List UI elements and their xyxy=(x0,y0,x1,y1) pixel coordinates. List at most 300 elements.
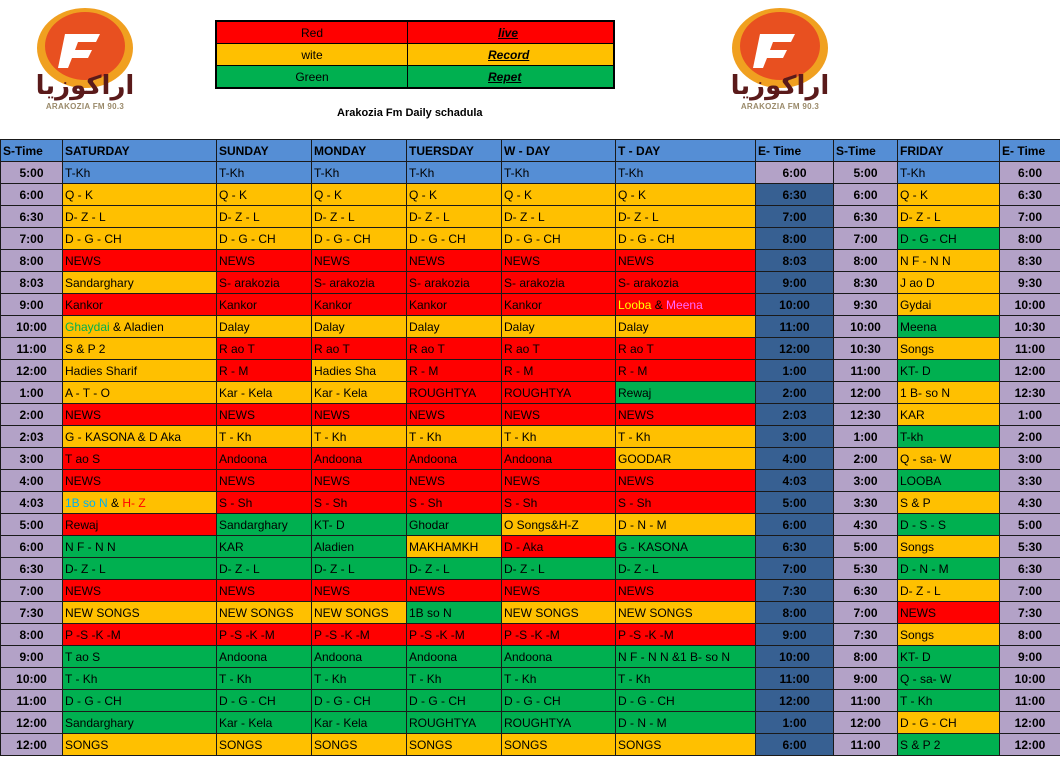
program-cell: D - S - S xyxy=(898,514,1000,536)
time-cell: 1:00 xyxy=(756,712,834,734)
program-cell: Andoona xyxy=(312,646,407,668)
program-cell: ROUGHTYA xyxy=(407,712,502,734)
time-cell: 4:03 xyxy=(756,470,834,492)
program-cell: NEWS xyxy=(898,602,1000,624)
program-cell: D- Z - L xyxy=(217,206,312,228)
program-cell: NEWS xyxy=(63,250,217,272)
program-cell: Q - K xyxy=(63,184,217,206)
schedule-row xyxy=(1,162,1060,184)
schedule-row xyxy=(1,646,1060,668)
program-cell: Kar - Kela xyxy=(217,382,312,404)
program-cell: S- arakozia xyxy=(502,272,616,294)
program-cell: P -S -K -M xyxy=(616,624,756,646)
program-cell: P -S -K -M xyxy=(407,624,502,646)
program-cell: SONGS xyxy=(63,734,217,756)
program-cell: NEWS xyxy=(616,404,756,426)
time-cell: 6:30 xyxy=(756,536,834,558)
program-cell: KT- D xyxy=(898,360,1000,382)
time-cell: 8:00 xyxy=(1000,624,1060,646)
program-cell: S - Sh xyxy=(312,492,407,514)
schedule-row xyxy=(1,470,1060,492)
time-cell: 8:00 xyxy=(1,624,63,646)
time-cell: 4:00 xyxy=(1,470,63,492)
program-cell: S - Sh xyxy=(217,492,312,514)
column-header: T - DAY xyxy=(616,140,756,162)
program-cell: D- Z - L xyxy=(312,558,407,580)
time-cell: 7:00 xyxy=(756,206,834,228)
legend-color-name: wite xyxy=(216,44,408,66)
program-cell: 1B so N xyxy=(407,602,502,624)
time-cell: 5:00 xyxy=(756,492,834,514)
time-cell: 12:00 xyxy=(1000,734,1060,756)
program-cell: D- Z - L xyxy=(217,558,312,580)
program-cell: T - Kh xyxy=(217,668,312,690)
time-cell: 1:00 xyxy=(834,426,898,448)
schedule-row xyxy=(1,580,1060,602)
program-cell: D - N - M xyxy=(898,558,1000,580)
time-cell: 7:00 xyxy=(1000,206,1060,228)
time-cell: 9:00 xyxy=(1000,646,1060,668)
legend-row-red xyxy=(216,21,614,44)
time-cell: 12:00 xyxy=(834,382,898,404)
program-cell: T - Kh xyxy=(502,426,616,448)
column-header: FRIDAY xyxy=(898,140,1000,162)
program-cell: R ao T xyxy=(616,338,756,360)
time-cell: 2:03 xyxy=(756,404,834,426)
time-cell: 9:00 xyxy=(834,668,898,690)
program-cell: D- Z - L xyxy=(898,580,1000,602)
program-cell: Andoona xyxy=(407,646,502,668)
program-cell: T - Kh xyxy=(898,690,1000,712)
schedule-row xyxy=(1,624,1060,646)
time-cell: 7:00 xyxy=(1000,580,1060,602)
program-cell: Kankor xyxy=(407,294,502,316)
program-cell: D- Z - L xyxy=(616,206,756,228)
time-cell: 12:00 xyxy=(1,360,63,382)
program-cell: Sandarghary xyxy=(63,272,217,294)
program-cell: NEWS xyxy=(217,404,312,426)
column-header: S-Time xyxy=(834,140,898,162)
program-cell: D- Z - L xyxy=(312,206,407,228)
program-cell: S - Sh xyxy=(616,492,756,514)
program-cell: R ao T xyxy=(407,338,502,360)
time-cell: 10:30 xyxy=(1000,316,1060,338)
program-cell: SONGS xyxy=(407,734,502,756)
program-cell: T-Kh xyxy=(407,162,502,184)
schedule-row xyxy=(1,184,1060,206)
time-cell: 1:00 xyxy=(1,382,63,404)
program-cell: S- arakozia xyxy=(616,272,756,294)
program-cell: G - KASONA & D Aka xyxy=(63,426,217,448)
time-cell: 8:00 xyxy=(834,646,898,668)
program-cell: NEWS xyxy=(407,580,502,602)
program-cell: T - Kh xyxy=(63,668,217,690)
schedule-row xyxy=(1,448,1060,470)
program-cell: T - Kh xyxy=(407,426,502,448)
schedule-row xyxy=(1,404,1060,426)
program-cell: T-Kh xyxy=(616,162,756,184)
program-cell: Q - K xyxy=(217,184,312,206)
program-cell: NEWS xyxy=(217,580,312,602)
program-cell: NEWS xyxy=(312,580,407,602)
time-cell: 12:00 xyxy=(1,712,63,734)
program-cell: Q - K xyxy=(312,184,407,206)
program-cell: Kar - Kela xyxy=(312,382,407,404)
program-cell xyxy=(63,316,217,338)
program-cell: Andoona xyxy=(407,448,502,470)
legend-row-green xyxy=(216,66,614,89)
color-legend xyxy=(215,20,615,89)
schedule-row xyxy=(1,514,1060,536)
program-cell: NEWS xyxy=(616,470,756,492)
schedule-row xyxy=(1,690,1060,712)
time-cell: 12:00 xyxy=(756,338,834,360)
program-cell: MAKHAMKH xyxy=(407,536,502,558)
time-cell: 10:00 xyxy=(1,668,63,690)
program-cell: Q - sa- W xyxy=(898,448,1000,470)
time-cell: 7:00 xyxy=(756,558,834,580)
program-cell: Q - sa- W xyxy=(898,668,1000,690)
program-cell: D - G - CH xyxy=(898,228,1000,250)
time-cell: 1:00 xyxy=(1000,404,1060,426)
time-cell: 12:00 xyxy=(834,712,898,734)
time-cell: 8:00 xyxy=(1,250,63,272)
program-cell: NEWS xyxy=(63,470,217,492)
time-cell: 6:30 xyxy=(1000,184,1060,206)
time-cell: 2:03 xyxy=(1,426,63,448)
program-cell: Rewaj xyxy=(63,514,217,536)
time-cell: 5:30 xyxy=(1000,536,1060,558)
schedule-row xyxy=(1,316,1060,338)
program-cell: GOODAR xyxy=(616,448,756,470)
program-cell: NEWS xyxy=(312,470,407,492)
program-cell: KT- D xyxy=(312,514,407,536)
schedule-title: Arakozia Fm Daily schadula xyxy=(337,107,483,119)
time-cell: 10:00 xyxy=(1000,294,1060,316)
program-cell: J ao D xyxy=(898,272,1000,294)
time-cell: 8:03 xyxy=(756,250,834,272)
program-cell: T-kh xyxy=(898,426,1000,448)
column-header: E- Time xyxy=(1000,140,1060,162)
program-cell: Q - K xyxy=(616,184,756,206)
program-cell: D- Z - L xyxy=(502,206,616,228)
time-cell: 5:00 xyxy=(1,514,63,536)
time-cell: 2:00 xyxy=(1,404,63,426)
time-cell: 7:00 xyxy=(834,602,898,624)
schedule-row xyxy=(1,206,1060,228)
time-cell: 11:00 xyxy=(756,316,834,338)
program-cell: Kankor xyxy=(217,294,312,316)
time-cell: 11:00 xyxy=(834,734,898,756)
time-cell: 6:00 xyxy=(834,184,898,206)
program-cell: D - G - CH xyxy=(502,690,616,712)
arakozia-logo-left xyxy=(30,6,140,116)
program-cell: Andoona xyxy=(502,448,616,470)
time-cell: 12:00 xyxy=(1000,712,1060,734)
program-cell: D - G - CH xyxy=(63,228,217,250)
time-cell: 11:00 xyxy=(1000,690,1060,712)
time-cell: 8:00 xyxy=(756,228,834,250)
program-cell: NEWS xyxy=(407,470,502,492)
program-cell: D - G - CH xyxy=(312,690,407,712)
program-cell: Songs xyxy=(898,536,1000,558)
program-cell: T-Kh xyxy=(312,162,407,184)
program-cell: P -S -K -M xyxy=(502,624,616,646)
time-cell: 6:30 xyxy=(1,206,63,228)
program-cell: NEWS xyxy=(502,250,616,272)
program-cell: Dalay xyxy=(312,316,407,338)
program-cell: D- Z - L xyxy=(502,558,616,580)
time-cell: 2:00 xyxy=(1000,426,1060,448)
time-cell: 10:00 xyxy=(756,646,834,668)
program-cell: SONGS xyxy=(217,734,312,756)
program-cell: D - N - M xyxy=(616,712,756,734)
time-cell: 7:30 xyxy=(1,602,63,624)
program-cell: T-Kh xyxy=(898,162,1000,184)
schedule-row xyxy=(1,536,1060,558)
program-cell: D - G - CH xyxy=(502,228,616,250)
program-cell: Andoona xyxy=(502,646,616,668)
program-cell: T - Kh xyxy=(502,668,616,690)
column-header: MONDAY xyxy=(312,140,407,162)
separator: & xyxy=(109,319,124,334)
header-row xyxy=(1,140,1060,162)
program-cell: S & P xyxy=(898,492,1000,514)
legend-color-name: Green xyxy=(216,66,408,89)
program-cell: D- Z - L xyxy=(63,206,217,228)
time-cell: 4:03 xyxy=(1,492,63,514)
program-cell: D - G - CH xyxy=(63,690,217,712)
program-cell: D - G - CH xyxy=(616,228,756,250)
program-cell: O Songs&H-Z xyxy=(502,514,616,536)
schedule-row xyxy=(1,492,1060,514)
svg-text:اراکوزیا: اراکوزیا xyxy=(730,71,830,101)
program-cell: NEWS xyxy=(407,250,502,272)
schedule-row xyxy=(1,382,1060,404)
schedule-row xyxy=(1,602,1060,624)
time-cell: 12:00 xyxy=(756,690,834,712)
program-cell: NEW SONGS xyxy=(217,602,312,624)
time-cell: 3:00 xyxy=(834,470,898,492)
program-cell: D - G - CH xyxy=(407,228,502,250)
program-cell: ROUGHTYA xyxy=(502,712,616,734)
program-cell: NEWS xyxy=(502,580,616,602)
time-cell: 10:00 xyxy=(756,294,834,316)
program-cell: D- Z - L xyxy=(407,206,502,228)
schedule-row xyxy=(1,338,1060,360)
program-cell: Aladien xyxy=(312,536,407,558)
time-cell: 1:00 xyxy=(756,360,834,382)
program-cell: Q - K xyxy=(407,184,502,206)
time-cell: 6:30 xyxy=(834,206,898,228)
program-cell: T - Kh xyxy=(312,668,407,690)
program-cell: R ao T xyxy=(502,338,616,360)
time-cell: 6:00 xyxy=(756,162,834,184)
program-cell: T - Kh xyxy=(616,668,756,690)
time-cell: 6:30 xyxy=(756,184,834,206)
time-cell: 2:00 xyxy=(756,382,834,404)
time-cell: 6:00 xyxy=(1,184,63,206)
program-cell: Meena xyxy=(898,316,1000,338)
time-cell: 4:30 xyxy=(834,514,898,536)
time-cell: 12:00 xyxy=(1,734,63,756)
time-cell: 9:30 xyxy=(834,294,898,316)
time-cell: 9:00 xyxy=(756,272,834,294)
column-header: E- Time xyxy=(756,140,834,162)
logo-caption: ARAKOZIA FM 90.3 xyxy=(45,102,125,111)
separator: & xyxy=(651,297,667,312)
program-cell: S - Sh xyxy=(502,492,616,514)
time-cell: 6:30 xyxy=(834,580,898,602)
program-cell: T-Kh xyxy=(217,162,312,184)
time-cell: 3:00 xyxy=(756,426,834,448)
program-cell: Songs xyxy=(898,338,1000,360)
program-cell: R - M xyxy=(407,360,502,382)
time-cell: 5:00 xyxy=(834,162,898,184)
program-cell: ROUGHTYA xyxy=(502,382,616,404)
program-cell: D - G - CH xyxy=(616,690,756,712)
time-cell: 2:00 xyxy=(834,448,898,470)
program-cell: Q - K xyxy=(898,184,1000,206)
column-header: SATURDAY xyxy=(63,140,217,162)
program-cell: NEWS xyxy=(502,404,616,426)
time-cell: 11:00 xyxy=(756,668,834,690)
program-cell: SONGS xyxy=(502,734,616,756)
program-cell: S - Sh xyxy=(407,492,502,514)
program-cell: Kankor xyxy=(63,294,217,316)
program-name: Ghaydai xyxy=(65,319,110,334)
time-cell: 9:30 xyxy=(1000,272,1060,294)
program-cell: Songs xyxy=(898,624,1000,646)
program-cell: ROUGHTYA xyxy=(407,382,502,404)
time-cell: 5:30 xyxy=(834,558,898,580)
program-cell: N F - N N xyxy=(898,250,1000,272)
program-cell: N F - N N xyxy=(63,536,217,558)
schedule-row xyxy=(1,360,1060,382)
time-cell: 9:00 xyxy=(756,624,834,646)
time-cell: 11:00 xyxy=(834,360,898,382)
program-cell: NEWS xyxy=(217,250,312,272)
program-cell: SONGS xyxy=(312,734,407,756)
time-cell: 4:30 xyxy=(1000,492,1060,514)
program-cell: NEWS xyxy=(63,580,217,602)
column-header: TUERSDAY xyxy=(407,140,502,162)
time-cell: 3:00 xyxy=(1000,448,1060,470)
program-cell: P -S -K -M xyxy=(312,624,407,646)
program-cell: NEW SONGS xyxy=(63,602,217,624)
program-cell: NEWS xyxy=(312,250,407,272)
program-cell: T - Kh xyxy=(616,426,756,448)
program-cell: Andoona xyxy=(312,448,407,470)
program-cell: T-Kh xyxy=(502,162,616,184)
program-cell: D- Z - L xyxy=(407,558,502,580)
program-cell: NEW SONGS xyxy=(312,602,407,624)
program-cell: S- arakozia xyxy=(217,272,312,294)
program-cell: Ghodar xyxy=(407,514,502,536)
program-name: Meena xyxy=(666,297,703,312)
program-cell: NEW SONGS xyxy=(502,602,616,624)
program-cell: KT- D xyxy=(898,646,1000,668)
program-cell: Kankor xyxy=(502,294,616,316)
program-cell xyxy=(63,492,217,514)
program-cell: Gydai xyxy=(898,294,1000,316)
time-cell: 5:00 xyxy=(1,162,63,184)
time-cell: 3:30 xyxy=(834,492,898,514)
program-cell: NEWS xyxy=(616,250,756,272)
program-cell: R ao T xyxy=(217,338,312,360)
time-cell: 8:00 xyxy=(756,602,834,624)
separator: & xyxy=(107,495,123,510)
program-cell: T - Kh xyxy=(407,668,502,690)
schedule-row xyxy=(1,228,1060,250)
program-cell: T - Kh xyxy=(312,426,407,448)
time-cell: 3:00 xyxy=(1,448,63,470)
program-cell: G - KASONA xyxy=(616,536,756,558)
program-cell: R - M xyxy=(217,360,312,382)
column-header: S-Time xyxy=(1,140,63,162)
time-cell: 11:00 xyxy=(834,690,898,712)
column-header: SUNDAY xyxy=(217,140,312,162)
schedule-row xyxy=(1,668,1060,690)
legend-row-orange xyxy=(216,44,614,66)
legend-meaning: live xyxy=(408,21,615,44)
program-cell: N F - N N &1 B- so N xyxy=(616,646,756,668)
program-cell: Q - K xyxy=(502,184,616,206)
time-cell: 6:00 xyxy=(1,536,63,558)
arakozia-logo-right xyxy=(725,6,835,116)
program-cell: D - G - CH xyxy=(407,690,502,712)
legend-meaning: Record xyxy=(408,44,615,66)
time-cell: 11:00 xyxy=(1,338,63,360)
daily-schedule-table xyxy=(0,139,1060,756)
program-cell: Hadies Sha xyxy=(312,360,407,382)
program-cell: T-Kh xyxy=(63,162,217,184)
program-cell: S & P 2 xyxy=(898,734,1000,756)
program-cell: NEWS xyxy=(616,580,756,602)
schedule-row xyxy=(1,712,1060,734)
program-cell: NEWS xyxy=(502,470,616,492)
schedule-row xyxy=(1,426,1060,448)
program-cell: Andoona xyxy=(217,646,312,668)
time-cell: 12:00 xyxy=(1000,360,1060,382)
program-name: H- Z xyxy=(122,495,146,510)
time-cell: 7:00 xyxy=(1,580,63,602)
program-cell: Andoona xyxy=(217,448,312,470)
program-cell: D - Aka xyxy=(502,536,616,558)
program-cell: Rewaj xyxy=(616,382,756,404)
schedule-row xyxy=(1,250,1060,272)
time-cell: 6:30 xyxy=(1000,558,1060,580)
time-cell: 7:30 xyxy=(756,580,834,602)
time-cell: 7:30 xyxy=(834,624,898,646)
program-cell: T - Kh xyxy=(217,426,312,448)
program-cell: KAR xyxy=(898,404,1000,426)
program-cell: S- arakozia xyxy=(312,272,407,294)
logo-caption: ARAKOZIA FM 90.3 xyxy=(740,102,820,111)
time-cell: 5:00 xyxy=(834,536,898,558)
schedule-row xyxy=(1,734,1060,756)
legend-meaning: Repet xyxy=(408,66,615,89)
time-cell: 10:00 xyxy=(834,316,898,338)
program-cell: Dalay xyxy=(616,316,756,338)
program-cell: Dalay xyxy=(502,316,616,338)
program-cell: NEWS xyxy=(407,404,502,426)
time-cell: 7:00 xyxy=(834,228,898,250)
program-cell: Hadies Sharif xyxy=(63,360,217,382)
time-cell: 7:30 xyxy=(1000,602,1060,624)
program-cell: R ao T xyxy=(312,338,407,360)
program-cell: Kankor xyxy=(312,294,407,316)
